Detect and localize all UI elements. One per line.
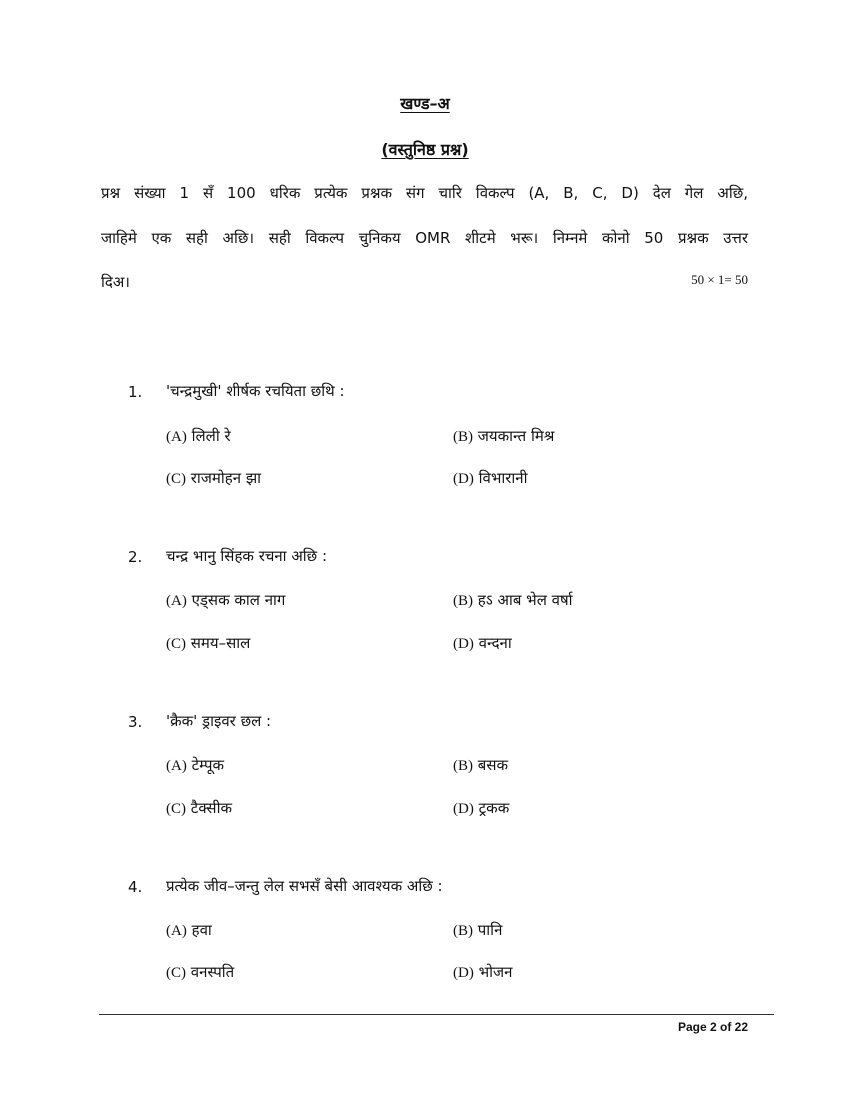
option-text: एड्सक काल नाग xyxy=(191,591,286,609)
question-number: 2. xyxy=(128,548,143,566)
option-label: (D) xyxy=(453,801,474,817)
option-label: (C) xyxy=(166,471,186,487)
marks-allocation: 50 × 1= 50 xyxy=(691,272,748,287)
question-text: प्रत्येक जीव–जन्तु लेल सभसँ बेसी आवश्यक अछि : xyxy=(166,877,443,895)
option-label: (A) xyxy=(166,758,187,774)
option-text: टैक्सीक xyxy=(190,799,232,817)
option-text: पानि xyxy=(477,921,503,939)
option-label: (A) xyxy=(166,923,187,939)
instructions-line-3: दिअ। xyxy=(101,273,130,291)
question-text: चन्द्र भानु सिंहक रचना अछि : xyxy=(166,547,328,565)
option-c xyxy=(166,962,234,982)
option-b xyxy=(453,755,508,775)
question-text: 'चन्द्रमुखी' शीर्षक रचयिता छथि : xyxy=(166,382,345,400)
option-label: (B) xyxy=(453,429,473,445)
section-subtitle-text: (वस्तुनिष्ठ प्रश्न) xyxy=(381,140,469,159)
option-label: (B) xyxy=(453,758,473,774)
option-label: (C) xyxy=(166,801,186,817)
option-text: ट्रकक xyxy=(478,799,510,817)
question-number: 1. xyxy=(128,383,143,401)
option-text: वन्दना xyxy=(478,634,512,652)
option-text: लिली रे xyxy=(191,427,231,445)
option-label: (B) xyxy=(453,593,473,609)
option-b xyxy=(453,920,502,940)
option-text: जयकान्त मिश्र xyxy=(477,427,555,445)
page-number: Page 2 of 22 xyxy=(677,1020,748,1034)
option-label: (D) xyxy=(453,965,474,981)
option-text: हवा xyxy=(191,921,212,939)
section-title xyxy=(0,92,850,114)
option-text: वनस्पति xyxy=(190,963,235,981)
option-label: (B) xyxy=(453,923,473,939)
question-number: 3. xyxy=(128,713,143,731)
option-text: टेम्पूक xyxy=(191,756,224,774)
footer-divider xyxy=(99,1014,774,1015)
question-number: 4. xyxy=(128,878,143,896)
option-text: राजमोहन झा xyxy=(190,469,262,487)
option-text: हऽ आब भेल वर्षा xyxy=(477,591,573,609)
option-d xyxy=(453,468,528,488)
instructions-line-2: जाहिमे एक सही अछि। सही विकल्प चुनिकय OMR शीटमे भरू। निम्नमे कोनो 50 प्रश्नक उत्तर xyxy=(101,229,748,247)
option-a xyxy=(166,920,212,940)
option-b xyxy=(453,426,554,446)
question-text: 'क्रैक' ड्राइवर छल : xyxy=(166,712,272,730)
option-a xyxy=(166,755,224,775)
option-text: विभारानी xyxy=(478,469,528,487)
option-label: (D) xyxy=(453,636,474,652)
option-text: भोजन xyxy=(478,963,513,981)
option-label: (D) xyxy=(453,471,474,487)
option-c xyxy=(166,468,261,488)
option-label: (C) xyxy=(166,636,186,652)
option-text: बसक xyxy=(477,756,509,774)
instructions-line-1: प्रश्न संख्या 1 सँ 100 धरिक प्रत्येक प्रश्नक संग चारि विकल्प (A, B, C, D) देल गेल अछि, xyxy=(101,184,748,202)
section-title-text: खण्ड–अ xyxy=(400,94,450,113)
option-label: (A) xyxy=(166,593,187,609)
option-c xyxy=(166,633,250,653)
option-c xyxy=(166,798,232,818)
option-label: (A) xyxy=(166,429,187,445)
option-a xyxy=(166,590,285,610)
option-d xyxy=(453,962,513,982)
option-b xyxy=(453,590,573,610)
option-text: समय–साल xyxy=(190,634,251,652)
option-d xyxy=(453,633,512,653)
option-label: (C) xyxy=(166,965,186,981)
option-a xyxy=(166,426,231,446)
section-subtitle xyxy=(0,138,850,160)
option-d xyxy=(453,798,509,818)
